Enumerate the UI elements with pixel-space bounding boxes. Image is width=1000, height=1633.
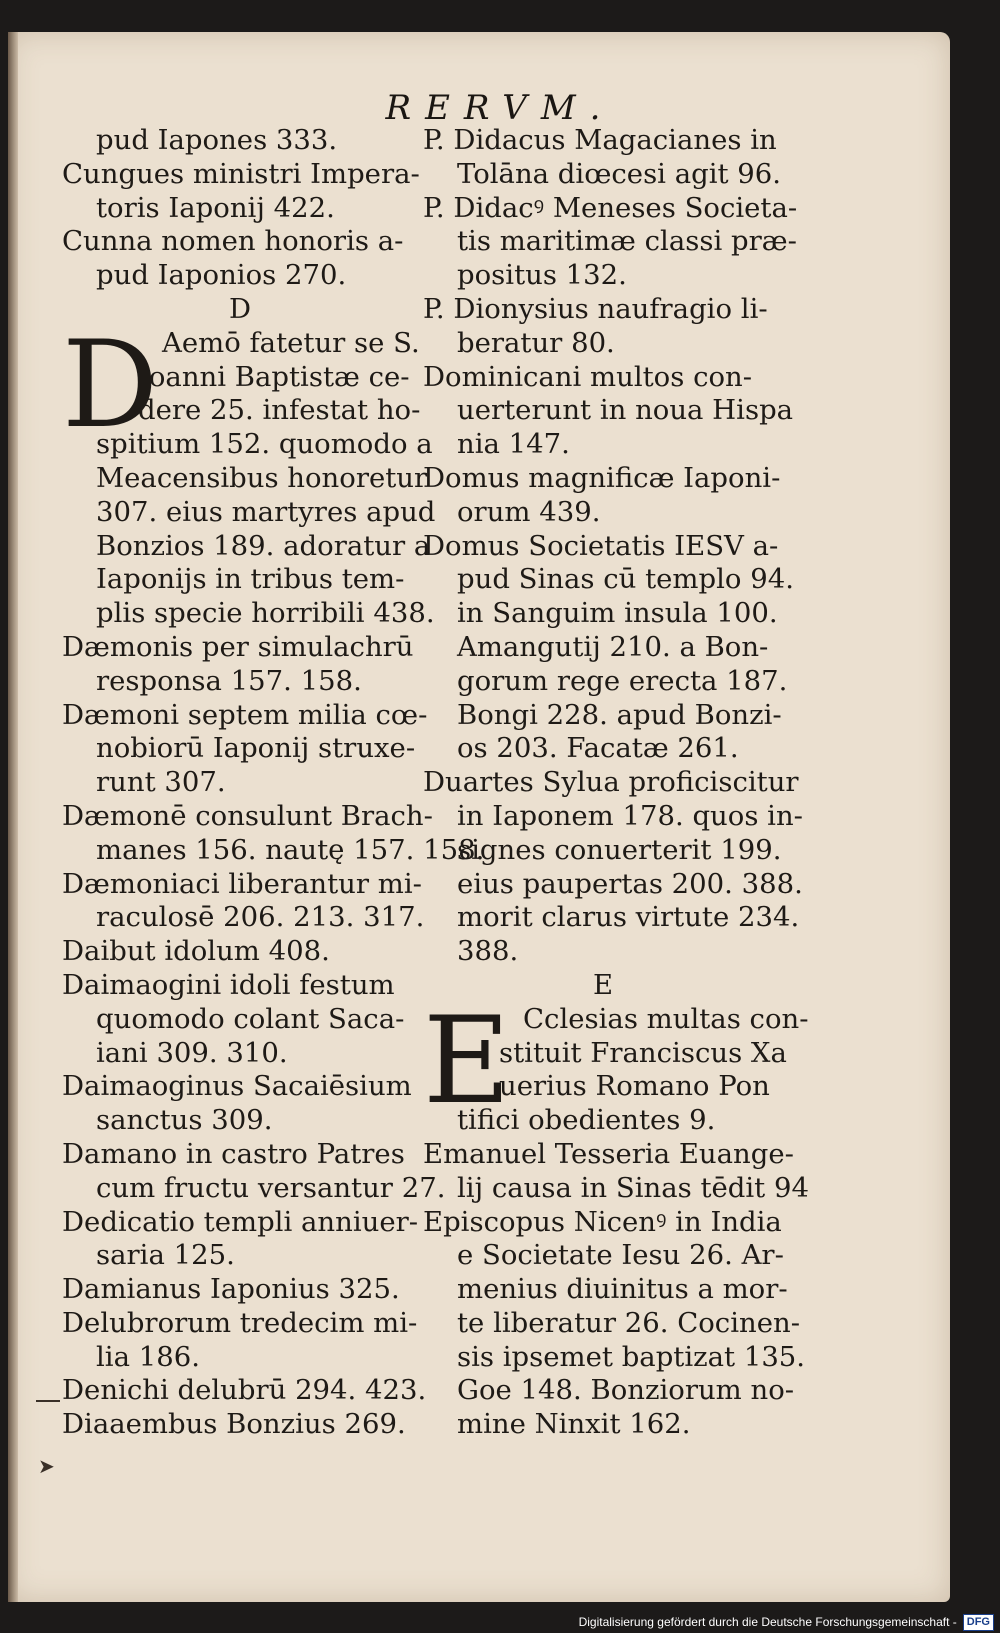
index-entry-line: spitium 152. quomodo a [96, 428, 433, 461]
index-entry-line: Amangutij 210. a Bon- [457, 630, 769, 663]
index-entry-line: tifici obedientes 9. [457, 1104, 716, 1137]
index-entry-line: Denichi delubrū 294. 423. [62, 1374, 427, 1407]
index-entry-line: beratur 80. [457, 326, 615, 359]
index-entry-line: cum fructu versantur 27. [96, 1171, 446, 1204]
index-entry-line: nia 147. [457, 428, 570, 461]
index-entry-line: in Sanguim insula 100. [457, 597, 778, 630]
index-entry-line: Dæmoniaci liberantur mi- [62, 867, 422, 900]
index-entry-line: Damano in castro Patres [62, 1137, 405, 1170]
index-entry-line: 388. [457, 935, 519, 968]
index-entry-line: sis ipsemet baptizat 135. [457, 1340, 806, 1373]
right-column [423, 124, 809, 1442]
drop-cap-e: E [423, 991, 511, 1131]
index-entry-line: te liberatur 26. Cocinen- [457, 1306, 800, 1339]
index-entry-line: 307. eius martyres apud [96, 495, 436, 528]
page-header: RERVM. [385, 88, 615, 128]
index-entry-line: Domus magnificæ Iaponi- [423, 461, 781, 494]
index-entry-line: orum 439. [457, 495, 601, 528]
index-entry-line: morit clarus virtute 234. [457, 901, 800, 934]
index-entry-line: Cclesias multas con- [523, 1002, 809, 1035]
index-entry-line: Domus Societatis IESV a- [423, 529, 779, 562]
index-entry-line: toris Iaponij 422. [96, 191, 335, 224]
index-entry-line: Diaaembus Bonzius 269. [62, 1408, 406, 1441]
index-entry-line: Emanuel Tesseria Euange- [423, 1137, 794, 1170]
index-entry-line: P. Didacus Magacianes in [423, 124, 777, 156]
index-entry-line: stituit Franciscus Xa [499, 1036, 787, 1069]
index-entry-line: Tolāna diœcesi agit 96. [457, 157, 782, 190]
index-entry-line: uerterunt in noua Hispa [457, 394, 794, 427]
index-entry-line: iani 309. 310. [96, 1036, 288, 1069]
index-section-letter: E [592, 968, 614, 1001]
index-entry-line: Dominicani multos con- [423, 360, 753, 393]
index-entry-line: mine Ninxit 162. [457, 1408, 691, 1441]
index-entry-line: dere 25. infestat ho- [138, 394, 421, 427]
index-entry-line: Daimaogini idoli festum [62, 968, 395, 1001]
index-entry-line: Episcopus Nicenꝰ in India [423, 1205, 782, 1238]
index-entry-line: uerius Romano Pon [499, 1070, 770, 1103]
index-entry-line: Dæmoni septem milia cœ- [62, 698, 428, 731]
index-entry-line: Ioanni Baptistæ ce- [138, 360, 410, 393]
index-entry-line: Daibut idolum 408. [62, 935, 330, 968]
index-entry-line: Cunna nomen honoris a- [62, 225, 404, 258]
digitization-footer [579, 1612, 994, 1633]
margin-dash-mark [36, 1400, 60, 1402]
index-section-letter: D [228, 292, 252, 325]
index-entry-line: Dæmonē consulunt Brach- [62, 799, 433, 832]
index-entry-line: menius diuinitus a mor- [457, 1273, 788, 1306]
index-entry-line: tis maritimæ classi præ- [457, 225, 797, 258]
index-entry-line: nobiorū Iaponij struxe- [96, 732, 416, 765]
index-entry-line: P. Dionysius naufragio li- [423, 292, 768, 325]
index-entry-line: runt 307. [96, 766, 226, 799]
index-entry-line: Aemō fatetur se S. [162, 326, 420, 359]
index-entry-line: pud Iapones 333. [96, 124, 338, 156]
index-entry-line: Damianus Iaponius 325. [62, 1273, 400, 1306]
index-entry-line: positus 132. [457, 259, 627, 292]
index-entry-line: gorum rege erecta 187. [457, 664, 788, 697]
index-entry-line: lia 186. [96, 1340, 200, 1373]
drop-cap-d: D [62, 315, 159, 455]
index-entry-line: eius paupertas 200. 388. [457, 867, 803, 900]
index-entry-line: Dæmonis per simulachrū [62, 630, 414, 663]
index-entry-line: raculosē 206. 213. 317. [96, 901, 425, 934]
index-entry-line: Dedicatio templi anniuer- [62, 1205, 419, 1238]
index-entry-line: e Societate Iesu 26. Ar- [457, 1239, 784, 1272]
index-entry-line: plis specie horribili 438. [96, 597, 435, 630]
footer-text: Digitalisierung gefördert durch die Deutsche Forschungsgemeinschaft - [578, 1615, 957, 1629]
index-entry-line: saria 125. [96, 1239, 235, 1272]
index-entry-line: pud Iaponios 270. [96, 259, 347, 292]
index-entry-line: Bongi 228. apud Bonzi- [457, 698, 782, 731]
index-entry-line: quomodo colant Saca- [96, 1002, 405, 1035]
margin-arrow-mark: ➤ [38, 1454, 55, 1478]
index-entry-line: manes 156. nautę 157. 158. [96, 833, 485, 866]
index-entry-line: Goe 148. Bonziorum no- [457, 1374, 795, 1407]
page-spine-edge [8, 32, 18, 1602]
index-entry-line: Cungues ministri Impera- [62, 157, 420, 190]
index-entry-line: P. Didacꝰ Meneses Societa- [423, 191, 798, 224]
index-entry-line: Delubrorum tredecim mi- [62, 1306, 418, 1339]
index-entry-line: signes conuerterit 199. [457, 833, 782, 866]
index-entry-line: Duartes Sylua proficiscitur [423, 766, 799, 799]
dfg-logo: DFG [963, 1614, 994, 1631]
index-entry-line: os 203. Facatæ 261. [457, 732, 739, 765]
index-entry-line: Iaponijs in tribus tem- [96, 563, 405, 596]
left-column [62, 124, 485, 1442]
index-entry-line: lij causa in Sinas tēdit 94 [457, 1171, 809, 1204]
index-entry-line: pud Sinas cū templo 94. [457, 563, 794, 596]
index-entry-line: Daimaoginus Sacaiēsium [62, 1070, 412, 1103]
index-entry-line: responsa 157. 158. [96, 664, 362, 697]
index-entry-line: sanctus 309. [96, 1104, 273, 1137]
index-entry-line: in Iaponem 178. quos in- [457, 799, 803, 832]
index-entry-line: Meacensibus honoretur [96, 461, 428, 494]
index-entry-line: Bonzios 189. adoratur a [96, 529, 431, 562]
